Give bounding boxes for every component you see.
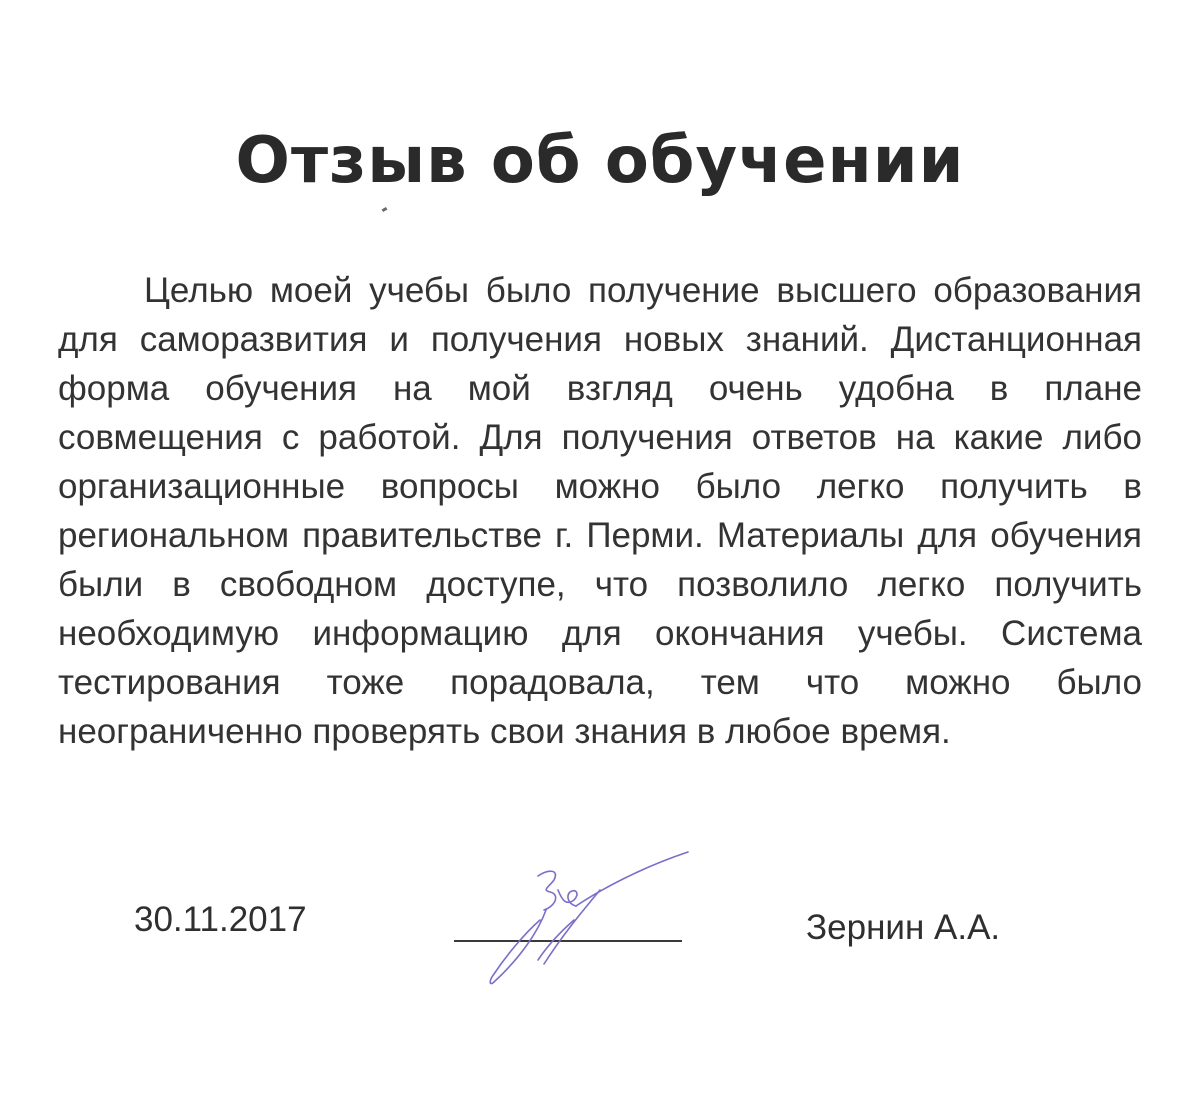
review-body-text: Целью моей учебы было получение высшего образования для саморазвития и получения новых знаний. Дистанционная форма обучения на мой взгляд очень удобна в плане совмещения с работой. Для получения ответов на какие либо организационные вопросы можно было легко получить в региональном правительстве г. Перми. Материалы для обучения были в свободном доступе, что позволило легко получить необходимую информацию для окончания учебы. Система тестирования тоже порадовала, тем что можно было неограниченно проверять свои знания в любое время. (58, 271, 1142, 751)
document-date: 30.11.2017 (134, 900, 307, 939)
signer-name: Зернин А.А. (806, 908, 1001, 947)
handwritten-signature (450, 850, 710, 990)
document-title: Отзыв об обучении (235, 123, 965, 198)
scan-speck (382, 207, 388, 212)
